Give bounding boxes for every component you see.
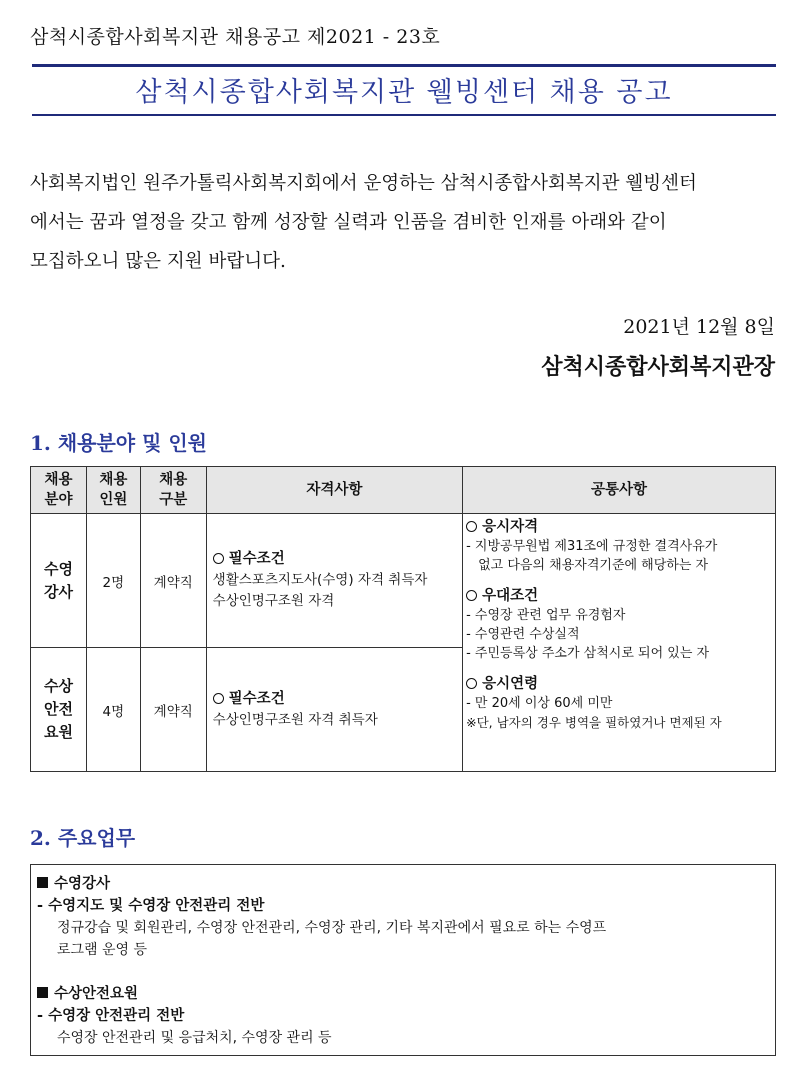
table-header-row [31,467,776,514]
intro-line: 사회복지법인 원주가톨릭사회복지회에서 운영하는 삼척시종합사회복지관 웰빙센터 [30,173,697,194]
positions-table [30,466,776,772]
title-banner [32,64,776,116]
section-heading-positions: 1. 채용분야 및 인원 [30,431,208,455]
cell-field: 수영 강사 [31,514,87,648]
circle-bullet-icon [466,521,477,532]
cell-type: 계약직 [140,648,206,772]
cell-qualification: 필수조건 생활스포츠지도사(수영) 자격 취득자 수상인명구조원 자격 [206,514,462,648]
title-bottom-rule [32,114,776,116]
notice-date: 2021년 12월 8일 [623,316,775,338]
cell-qualification: 필수조건 수상인명구조원 자격 취득자 [206,648,462,772]
duties-box [30,864,776,1056]
section-heading-duties: 2. 주요업무 [30,826,136,850]
page-title: 삼척시종합사회복지관 웰빙센터 채용 공고 [135,77,673,108]
table-row [31,514,776,648]
notice-number: 삼척시종합사회복지관 채용공고 제2021 - 23호 [30,26,441,48]
intro-line: 모집하오니 많은 지원 바랍니다. [30,251,286,272]
cell-common: 응시자격 - 지방공무원법 제31조에 규정한 결격사유가 없고 다음의 채용자격기준에 해당하는 자 우대조건 - 수영장 관련 업무 유경험자 - 수영관련 수상실적 - 주민등록상 주소가 삼척시로 되어 있는 자 응시연령 - 만 20세 이상 60세 미만 ※단, 남자의 경우 병역을 필하였거나 면제된 자 [463,514,776,772]
cell-count: 4명 [86,648,140,772]
square-bullet-icon [37,987,48,998]
duty-block: 수상안전요원 - 수영장 안전관리 전반 수영장 안전관리 및 응급처치, 수영장 관리 등 [37,986,332,1046]
col-header-type: 채용 구분 [140,467,206,514]
col-header-qualification: 자격사항 [206,467,462,514]
intro-paragraph [30,164,775,281]
cell-count: 2명 [86,514,140,648]
circle-bullet-icon [213,693,224,704]
cell-field: 수상 안전 요원 [31,648,87,772]
col-header-common: 공통사항 [463,467,776,514]
intro-line: 에서는 꿈과 열정을 갖고 함께 성장할 실력과 인품을 겸비한 인재를 아래와 같이 [30,212,667,233]
circle-bullet-icon [466,590,477,601]
square-bullet-icon [37,877,48,888]
circle-bullet-icon [213,553,224,564]
signer: 삼척시종합사회복지관장 [541,355,775,380]
duty-block: 수영강사 - 수영지도 및 수영장 안전관리 전반 정규강습 및 회원관리, 수영장 안전관리, 수영장 관리, 기타 복지관에서 필요로 하는 수영프 로그램 운영 등 [37,876,607,958]
cell-type: 계약직 [140,514,206,648]
title-top-rule [32,64,776,67]
col-header-field: 채용 분야 [31,467,87,514]
circle-bullet-icon [466,678,477,689]
col-header-count: 채용 인원 [86,467,140,514]
